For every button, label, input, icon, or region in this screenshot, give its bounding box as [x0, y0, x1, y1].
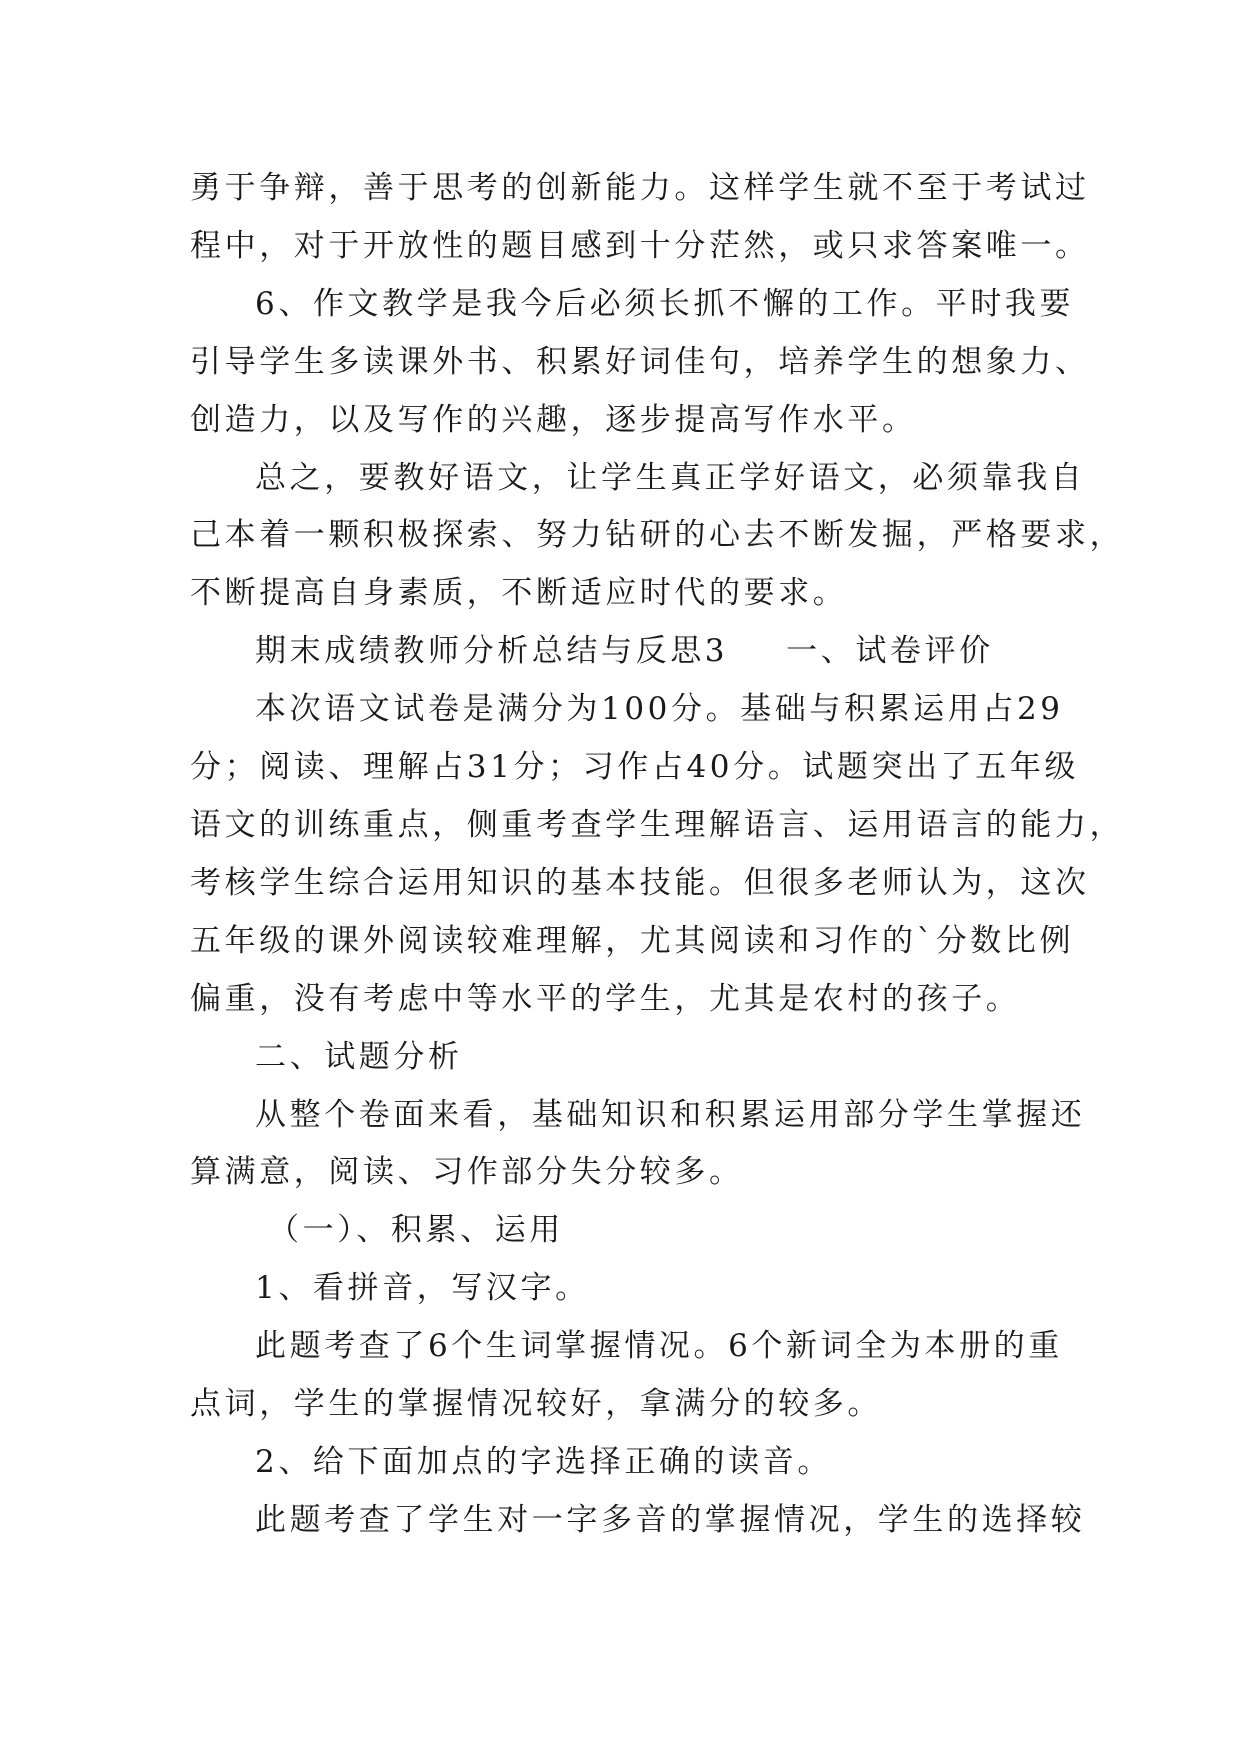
text-line: 己本着一颗积极探索、努力钻研的心去不断发掘，严格要求， — [190, 517, 1125, 554]
section-heading: 一、试卷评价 — [786, 633, 994, 670]
paragraph-start: 此题考查了学生对一字多音的掌握情况，学生的选择较 — [255, 1501, 1086, 1538]
item-heading: 2、给下面加点的字选择正确的读音。 — [255, 1443, 832, 1480]
section-heading: 二、试题分析 — [255, 1038, 463, 1075]
section-title: 期末成绩教师分析总结与反思3 — [255, 633, 729, 670]
body-text — [190, 160, 1125, 1550]
paragraph-start: 此题考查了6个生词掌握情况。6个新词全为本册的重 — [255, 1328, 1063, 1365]
paragraph-start: 6、作文教学是我今后必须长抓不懈的工作。平时我要 — [255, 285, 1075, 322]
text-line: 不断提高自身素质，不断适应时代的要求。 — [190, 575, 848, 612]
text-line: 创造力，以及写作的兴趣，逐步提高写作水平。 — [190, 401, 917, 438]
text-line: 程中，对于开放性的题目感到十分茫然，或只求答案唯一。 — [190, 227, 1090, 264]
text-line: 引导学生多读课外书、积累好词佳句，培养学生的想象力、 — [190, 343, 1090, 380]
paragraph-start: 从整个卷面来看，基础知识和积累运用部分学生掌握还 — [255, 1096, 1086, 1133]
section-title-line — [190, 623, 1080, 681]
subsection-heading: （一）、积累、运用 — [268, 1212, 564, 1249]
text-line: 五年级的课外阅读较难理解，尤其阅读和习作的`分数比例 — [190, 922, 1075, 959]
paragraph-start: 总之，要教好语文，让学生真正学好语文，必须靠我自 — [255, 459, 1086, 496]
paragraph-start: 本次语文试卷是满分为100分。基础与积累运用占29 — [255, 691, 1064, 728]
text-line: 偏重，没有考虑中等水平的学生，尤其是农村的孩子。 — [190, 980, 1021, 1017]
item-heading: 1、看拼音，写汉字。 — [255, 1270, 590, 1307]
text-line: 点词，学生的掌握情况较好，拿满分的较多。 — [190, 1386, 882, 1423]
text-line: 算满意，阅读、习作部分失分较多。 — [190, 1154, 744, 1191]
text-line: 语文的训练重点，侧重考查学生理解语言、运用语言的能力， — [190, 806, 1125, 843]
text-line: 勇于争辩，善于思考的创新能力。这样学生就不至于考试过 — [190, 170, 1090, 206]
text-line: 考核学生综合运用知识的基本技能。但很多老师认为，这次 — [190, 864, 1090, 901]
text-line: 分；阅读、理解占31分；习作占40分。试题突出了五年级 — [190, 749, 1080, 786]
